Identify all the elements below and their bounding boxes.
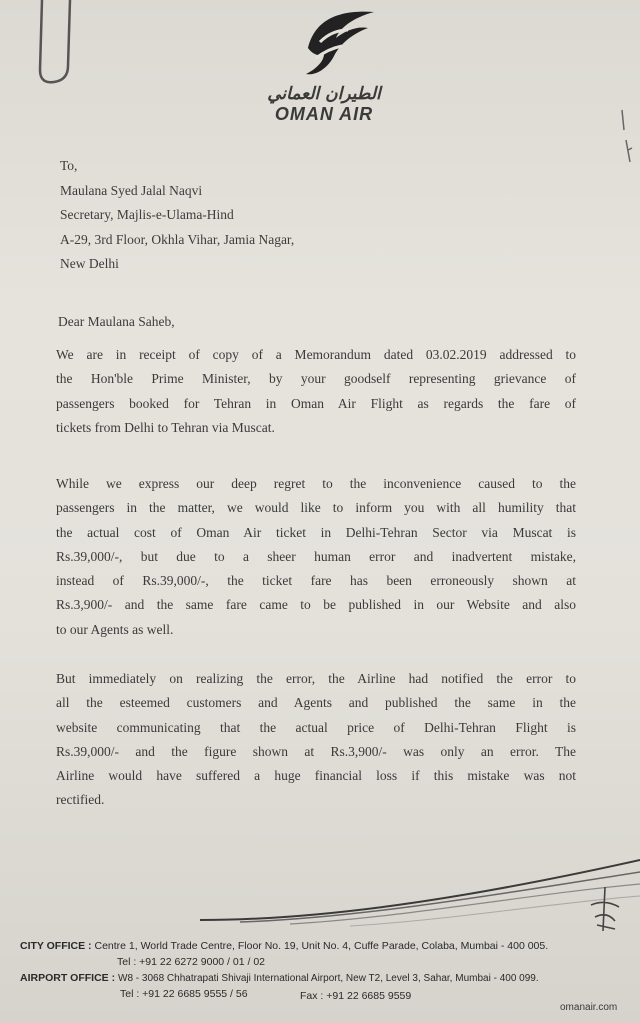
city-office-tel: Tel : +91 22 6272 9000 / 01 / 02 [117, 956, 265, 968]
paragraph-line: tickets from Delhi to Tehran via Muscat. [56, 419, 275, 435]
paragraph-line: While we express our deep regret to the inconvenience caused to the [56, 476, 576, 491]
website-link[interactable]: omanair.com [560, 1002, 618, 1013]
paragraph-line: all the esteemed customers and Agents and published the same in the [56, 695, 576, 711]
paragraph-3 [56, 667, 576, 813]
paragraph-line: Airline would have suffered a huge financial loss if this mistake was not [56, 768, 576, 784]
oman-air-logo-icon [298, 8, 378, 80]
airport-office-label: AIRPORT OFFICE : [20, 972, 116, 984]
paragraph-2 [56, 472, 576, 642]
city-office-text: Centre 1, World Trade Centre, Floor No. 19, Unit No. 4, Cuffe Parade, Colaba, Mumbai - 400 005. [94, 940, 549, 952]
address-line-street: A-29, 3rd Floor, Okhla Vihar, Jamia Nagar, [60, 232, 295, 247]
paragraph-line: website communicating that the actual price of Delhi-Tehran Flight is [56, 719, 576, 735]
arabic-airline-name: الطيران العماني [267, 84, 381, 104]
paragraph-line: We are in receipt of copy of a Memorandum dated 03.02.2019 addressed to [56, 347, 576, 362]
address-line-city: New Delhi [60, 256, 119, 271]
city-office-address [20, 940, 548, 952]
paragraph-line: rectified. [56, 792, 105, 808]
corner-mark-decoration [36, 0, 76, 92]
paragraph-line: Rs.3,900/- and the same fare came to be published in our Website and also [56, 597, 576, 613]
paragraph-line: But immediately on realizing the error, the Airline had notified the error to [56, 671, 576, 686]
paragraph-line: the actual cost of Oman Air ticket in Delhi-Tehran Sector via Muscat is [56, 524, 576, 540]
paragraph-line: Rs.39,000/- and the figure shown at Rs.3,900/- was only an error. The [56, 743, 576, 759]
paragraph-line: Rs.39,000/-, but due to a sheer human error and inadvertent mistake, [56, 548, 576, 564]
paragraph-1 [56, 343, 576, 440]
margin-scribble [614, 90, 636, 170]
airport-office-address [20, 972, 539, 984]
address-line-to: To, [60, 158, 78, 173]
paragraph-line: passengers in the matter, we would like to inform you with all humility that [56, 500, 576, 516]
paragraph-line: to our Agents as well. [56, 621, 174, 637]
salutation: Dear Maulana Saheb, [58, 314, 175, 329]
address-line-title: Secretary, Majlis-e-Ulama-Hind [60, 207, 234, 222]
paragraph-line: the Hon'ble Prime Minister, by your goodself representing grievance of [56, 371, 576, 387]
signature-scribble [585, 885, 625, 935]
address-line-name: Maulana Syed Jalal Naqvi [60, 183, 203, 198]
airport-office-tel: Tel : +91 22 6685 9555 / 56 [120, 988, 248, 1000]
swoosh-decoration [200, 850, 640, 940]
airport-office-text: W8 - 3068 Chhatrapati Shivaji International Airport, New T2, Level 3, Sahar, Mumbai - 400 099. [118, 973, 539, 984]
city-office-label: CITY OFFICE : [20, 940, 92, 952]
airport-office-fax: Fax : +91 22 6685 9559 [300, 990, 412, 1002]
paragraph-line: passengers booked for Tehran in Oman Air Flight as regards the fare of [56, 395, 576, 411]
airline-name: OMAN AIR [274, 104, 374, 124]
paragraph-line: instead of Rs.39,000/-, the ticket fare has been erroneously shown at [56, 573, 576, 589]
